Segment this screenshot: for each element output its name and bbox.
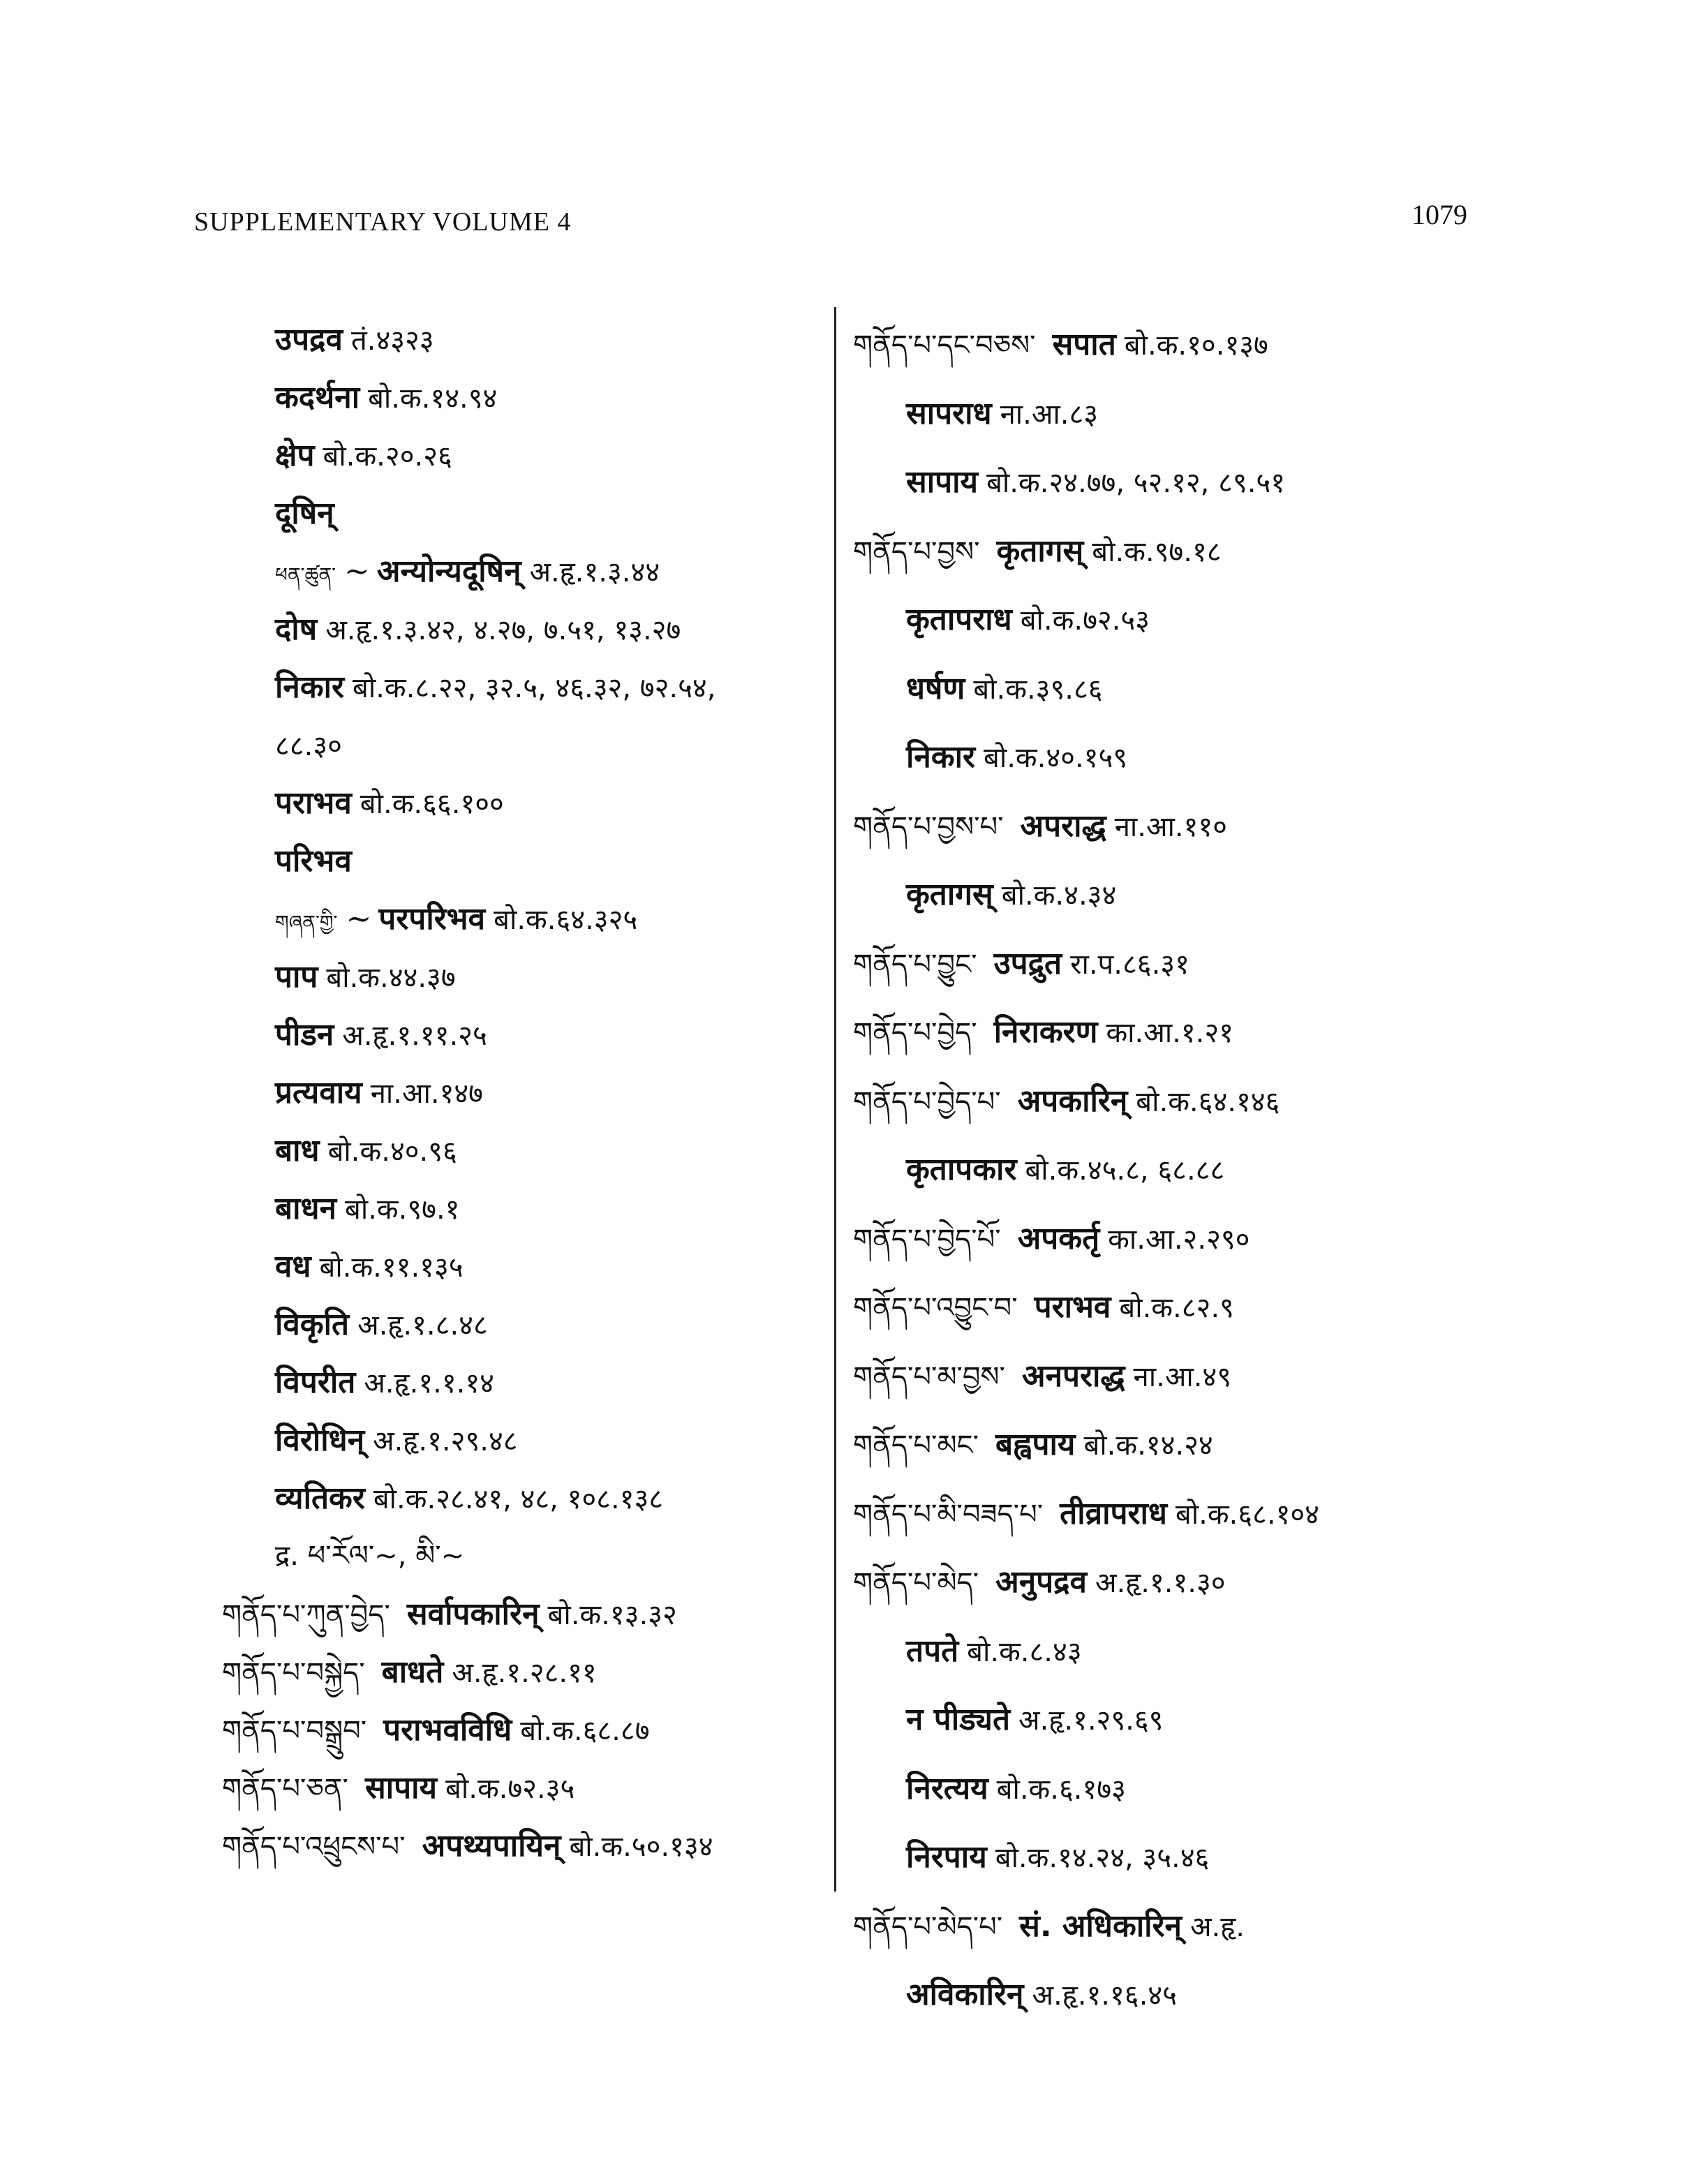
sanskrit-term: सापाय bbox=[906, 464, 979, 500]
sanskrit-term: विकृति bbox=[275, 1307, 350, 1342]
sanskrit-term: निकार bbox=[275, 669, 344, 705]
tibetan-headword: གནོད་པ་དང་བཅས་ bbox=[853, 329, 1036, 362]
source-reference: बो.क.७२.३५ bbox=[445, 1773, 575, 1805]
headword-entry bbox=[222, 1585, 822, 1643]
source-reference: ना.आ.११० bbox=[1114, 810, 1227, 843]
tibetan-headword: གནོད་པ་མེད་པ་ bbox=[853, 1910, 1003, 1943]
sanskrit-term: उपद्रुत bbox=[993, 945, 1062, 981]
sanskrit-term: बाध bbox=[275, 1133, 320, 1168]
sanskrit-term: बाधते bbox=[381, 1654, 444, 1690]
dictionary-entry bbox=[853, 1686, 1523, 1755]
dictionary-entry bbox=[222, 774, 822, 832]
dictionary-entry bbox=[853, 1136, 1523, 1205]
dictionary-entry bbox=[222, 369, 822, 426]
sanskrit-term: निरत्यय bbox=[906, 1770, 988, 1806]
source-reference: का.आ.२.२९० bbox=[1108, 1223, 1250, 1256]
sanskrit-term: सं. अधिकारिन् bbox=[1019, 1908, 1182, 1944]
sanskrit-term: पराभव bbox=[1034, 1289, 1111, 1325]
source-reference: अ.हृ.१.२९.६९ bbox=[1018, 1704, 1164, 1737]
page-number: 1079 bbox=[1411, 199, 1467, 230]
source-reference: बो.क.६८.८७ bbox=[520, 1715, 650, 1747]
tibetan-headword: གནོད་པ་བྱས་ bbox=[853, 535, 980, 568]
sanskrit-term: कृतागस् bbox=[906, 877, 993, 912]
tibetan-headword: གནོད་པ་བྱེད་ bbox=[853, 1017, 977, 1049]
sanskrit-term: न पीड्यते bbox=[906, 1702, 1011, 1737]
source-reference: बो.क.७२.५३ bbox=[1020, 604, 1150, 637]
headword-entry bbox=[853, 311, 1523, 380]
source-reference: अ.हृ.१.१६.४५ bbox=[1032, 1979, 1177, 2012]
dictionary-entry bbox=[222, 1295, 822, 1353]
headword-entry bbox=[853, 792, 1523, 861]
sanskrit-term: क्षेप bbox=[275, 438, 315, 473]
tibetan-headword: གནོད་པ་བྱུང་ bbox=[853, 948, 977, 981]
sanskrit-term: अनुपद्रव bbox=[995, 1564, 1087, 1600]
dictionary-entry bbox=[222, 1180, 822, 1238]
tibetan-headword: གནོད་པ་བྱེད་པ་ bbox=[853, 1085, 1001, 1118]
source-reference: बो.क.३९.८६ bbox=[973, 673, 1103, 706]
dictionary-entry bbox=[222, 600, 822, 658]
sanskrit-term: सर्वापकारिन् bbox=[406, 1596, 540, 1632]
source-reference: अ.हृ.१.८.४८ bbox=[357, 1309, 488, 1342]
sanskrit-term: अपथ्यपायिन् bbox=[422, 1828, 561, 1864]
dictionary-entry bbox=[853, 861, 1523, 930]
tibetan-headword: གནོད་པ་བྱེད་པོ་ bbox=[853, 1223, 1001, 1256]
page-header bbox=[194, 198, 1467, 254]
tilde-mark: ~ bbox=[346, 901, 372, 937]
source-reference: बो.क.८२.९ bbox=[1119, 1292, 1234, 1324]
tibetan-headword: གནོད་པ་ཅན་ bbox=[222, 1773, 348, 1805]
headword-entry bbox=[853, 517, 1523, 586]
sanskrit-term: सपात bbox=[1052, 327, 1116, 362]
source-reference: बो.क.१४.२४ bbox=[1083, 1429, 1213, 1462]
sanskrit-term: विरोधिन् bbox=[275, 1422, 365, 1458]
dictionary-entry bbox=[222, 311, 822, 369]
source-reference: बो.क.८.४३ bbox=[967, 1635, 1082, 1668]
sanskrit-term: तपते bbox=[906, 1633, 959, 1669]
source-reference: ना.आ.१४७ bbox=[370, 1078, 483, 1110]
source-reference: बो.क.६.१७३ bbox=[996, 1773, 1126, 1806]
sanskrit-term: उपद्रव bbox=[275, 322, 343, 357]
tibetan-headword: གནོད་པ་མང་ bbox=[853, 1429, 979, 1462]
sanskrit-term: तीव्रापराध bbox=[1060, 1495, 1167, 1531]
headword-entry bbox=[222, 1759, 822, 1817]
source-reference: अ.हृ.१.१.१४ bbox=[364, 1367, 494, 1399]
right-column bbox=[853, 311, 1523, 2030]
source-reference: रा.प.८६.३१ bbox=[1070, 948, 1189, 981]
source-reference: बो.क.२४.७७, ५२.१२, ८९.५१ bbox=[986, 467, 1286, 499]
headword-entry bbox=[222, 1817, 822, 1875]
source-reference: अ.हृ.१.१.३० bbox=[1095, 1567, 1226, 1599]
source-reference: बो.क.१४.९४ bbox=[368, 382, 498, 415]
source-reference: बो.क.६६.१०० bbox=[360, 788, 504, 820]
source-reference: अ.हृ.१.३.४४ bbox=[529, 556, 660, 588]
dictionary-entry bbox=[222, 1411, 822, 1469]
headword-entry bbox=[222, 1701, 822, 1759]
sanskrit-term: कृतापराध bbox=[906, 602, 1012, 637]
headword-entry bbox=[853, 998, 1523, 1067]
tibetan-headword: གནོད་པ་བྱས་པ་ bbox=[853, 810, 1004, 843]
sanskrit-term: कृतागस् bbox=[996, 533, 1084, 569]
dictionary-entry bbox=[222, 1122, 822, 1180]
source-reference: बो.क.४४.३७ bbox=[326, 962, 456, 994]
dictionary-entry bbox=[853, 1961, 1523, 2030]
dictionary-entry bbox=[222, 1353, 822, 1411]
tibetan-headword: གནོད་པ་བསྒྲུབ་ bbox=[222, 1715, 367, 1747]
tibetan-headword: གནོད་པ་འབྱུང་བ་ bbox=[853, 1292, 1018, 1324]
headword-entry bbox=[853, 1411, 1523, 1480]
source-reference: बो.क.१०.१३७ bbox=[1124, 329, 1268, 362]
source-reference: बो.क.६४.३२५ bbox=[494, 904, 638, 936]
source-reference: बो.क.४५.८, ६८.८८ bbox=[1025, 1154, 1225, 1187]
dictionary-entry bbox=[853, 1823, 1523, 1892]
source-reference: ना.आ.४९ bbox=[1133, 1360, 1232, 1393]
dictionary-entry bbox=[222, 1238, 822, 1295]
source-reference: अ.हृ.१.२८.११ bbox=[452, 1657, 597, 1689]
dictionary-entry bbox=[222, 426, 822, 484]
dictionary-entry bbox=[853, 655, 1523, 724]
sanskrit-term: बाधन bbox=[275, 1191, 336, 1226]
source-reference: तं.४३२३ bbox=[350, 325, 434, 357]
sanskrit-term: परपरिभव bbox=[378, 901, 486, 937]
sanskrit-term: कृतापकार bbox=[906, 1152, 1017, 1187]
sanskrit-term: अपराद्ध bbox=[1020, 808, 1106, 844]
sanskrit-term: पराभवविधि bbox=[383, 1712, 512, 1748]
sanskrit-term: अविकारिन् bbox=[906, 1977, 1024, 2012]
source-reference: अ.हृ. bbox=[1189, 1910, 1245, 1943]
dictionary-entry bbox=[222, 1469, 822, 1527]
sanskrit-term: सापराध bbox=[906, 395, 992, 431]
source-reference: बो.क.९७.१ bbox=[345, 1194, 460, 1226]
dictionary-entry bbox=[853, 380, 1523, 449]
source-reference: बो.क.९७.१८ bbox=[1092, 535, 1222, 568]
sanskrit-term: कदर्थना bbox=[275, 380, 360, 415]
sanskrit-term: दूषिन् bbox=[275, 496, 334, 531]
sanskrit-term: धर्षण bbox=[906, 670, 965, 706]
source-reference: बो.क.१३.३२ bbox=[547, 1599, 677, 1631]
sanskrit-term: पाप bbox=[275, 959, 318, 995]
dictionary-entry bbox=[853, 1617, 1523, 1686]
dictionary-entry bbox=[853, 723, 1523, 792]
sanskrit-term: विपरीत bbox=[275, 1365, 356, 1400]
sanskrit-term: निरपाय bbox=[906, 1839, 987, 1875]
cross-reference-note bbox=[222, 1527, 822, 1585]
column-divider bbox=[834, 307, 836, 1892]
tibetan-headword: གནོད་པ་མེད་ bbox=[853, 1567, 979, 1599]
source-reference: अ.हृ.१.३.४२, ४.२७, ७.५१, १३.२७ bbox=[325, 614, 681, 646]
source-reference: ८८.३० bbox=[275, 730, 342, 762]
sanskrit-term: निराकरण bbox=[993, 1014, 1098, 1050]
dictionary-entry bbox=[222, 948, 822, 1006]
sanskrit-term: व्यतिकर bbox=[275, 1480, 365, 1516]
source-reference: बो.क.११.१३५ bbox=[319, 1251, 464, 1284]
left-column bbox=[222, 311, 822, 1875]
sanskrit-term: पीडन bbox=[275, 1017, 334, 1053]
dictionary-entry bbox=[853, 448, 1523, 517]
sanskrit-term: प्रत्यवाय bbox=[275, 1075, 362, 1110]
headword-entry bbox=[853, 1342, 1523, 1411]
tibetan-headword: གནོད་པ་མ་བྱས་ bbox=[853, 1360, 1005, 1393]
sanskrit-term: वध bbox=[275, 1249, 311, 1284]
sanskrit-term: परिभव bbox=[275, 843, 352, 879]
sanskrit-term: निकार bbox=[906, 739, 975, 775]
source-reference: बो.क.५०.१३४ bbox=[569, 1831, 713, 1863]
source-reference: बो.क.४.३४ bbox=[1001, 879, 1117, 912]
source-reference: का.आ.१.२१ bbox=[1106, 1017, 1233, 1049]
source-reference: बो.क.८.२२, ३२.५, ४६.३२, ७२.५४, bbox=[353, 672, 716, 704]
sanskrit-term: बह्वपाय bbox=[995, 1427, 1076, 1462]
source-reference: बो.क.६८.१०४ bbox=[1175, 1498, 1319, 1531]
dictionary-entry bbox=[222, 658, 822, 716]
sanskrit-term: सापाय bbox=[364, 1770, 438, 1806]
source-reference: बो.क.४०.९६ bbox=[327, 1136, 457, 1168]
headword-entry bbox=[222, 1643, 822, 1701]
tibetan-headword: གནོད་པ་ཀུན་བྱེད་ bbox=[222, 1599, 390, 1631]
dictionary-entry bbox=[222, 484, 822, 542]
compound-entry bbox=[222, 890, 822, 948]
source-reference: अ.हृ.१.११.२५ bbox=[342, 1020, 487, 1052]
sanskrit-term: अपकारिन् bbox=[1017, 1083, 1128, 1119]
headword-entry bbox=[853, 1548, 1523, 1617]
headword-entry bbox=[853, 1892, 1523, 1961]
dictionary-entry bbox=[222, 1006, 822, 1064]
running-title: SUPPLEMENTARY VOLUME 4 bbox=[194, 207, 572, 237]
sanskrit-term: दोष bbox=[275, 611, 318, 647]
tibetan-headword: གནོད་པ་འཕྲུངས་པ་ bbox=[222, 1831, 406, 1863]
sanskrit-term: अन्योन्यदूषिन् bbox=[376, 554, 521, 589]
source-reference: बो.क.४०.१५९ bbox=[984, 742, 1128, 774]
sanskrit-term: पराभव bbox=[275, 785, 352, 821]
dictionary-entry bbox=[222, 832, 822, 890]
tilde-mark: ~ bbox=[344, 554, 370, 589]
headword-entry bbox=[853, 930, 1523, 999]
source-reference: अ.हृ.१.२९.४८ bbox=[373, 1425, 518, 1457]
headword-entry bbox=[853, 1273, 1523, 1342]
compound-entry bbox=[222, 542, 822, 600]
tibetan-prefix: ཕན་ཚུན་ bbox=[275, 563, 336, 586]
tibetan-prefix: གཞན་གྱི་ bbox=[275, 911, 338, 934]
source-reference: बो.क.१४.२४, ३५.४६ bbox=[995, 1842, 1210, 1874]
source-reference: बो.क.२०.२६ bbox=[323, 440, 452, 473]
headword-entry bbox=[853, 1480, 1523, 1549]
source-reference: बो.क.२८.४१, ४८, १०८.१३८ bbox=[373, 1483, 664, 1515]
headword-entry bbox=[853, 1205, 1523, 1274]
dictionary-entry bbox=[853, 1755, 1523, 1824]
source-reference: ना.आ.८३ bbox=[1000, 398, 1099, 431]
sanskrit-term: अनपराद्ध bbox=[1021, 1358, 1125, 1394]
dictionary-entry bbox=[222, 1064, 822, 1122]
cross-reference: द्र. ཕ་རོལ་~, མི་~ bbox=[275, 1540, 465, 1572]
headword-entry bbox=[853, 1067, 1523, 1136]
tibetan-headword: གནོད་པ་མི་བཟད་པ་ bbox=[853, 1498, 1044, 1531]
source-reference: बो.क.६४.१४६ bbox=[1136, 1085, 1280, 1118]
sanskrit-term: अपकर्तृ bbox=[1017, 1220, 1100, 1256]
continuation-line bbox=[222, 716, 822, 774]
tibetan-headword: གནོད་པ་བསྐྱེད་ bbox=[222, 1657, 365, 1689]
dictionary-entry bbox=[853, 586, 1523, 655]
